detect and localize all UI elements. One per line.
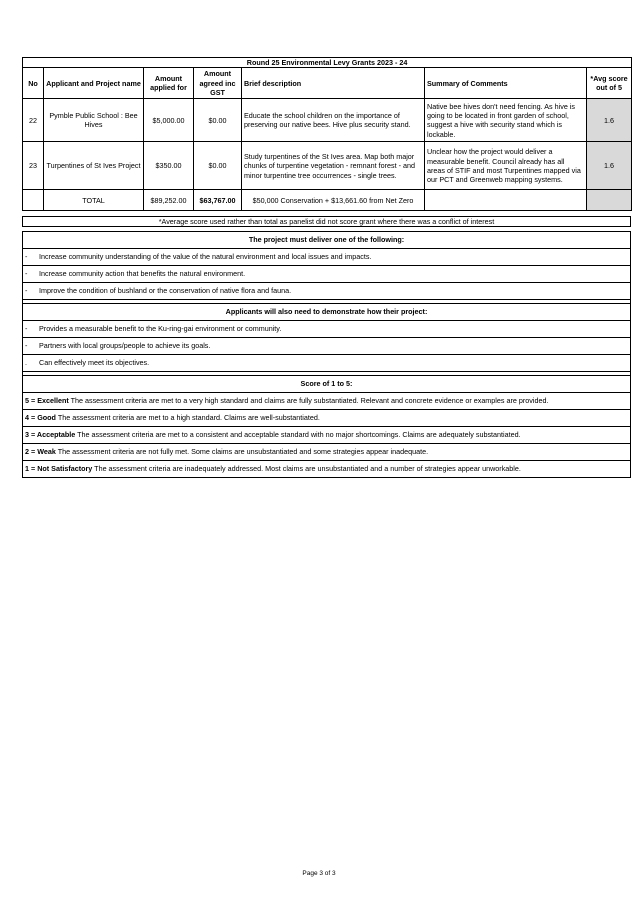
cell-summary: Native bee hives don't need fencing. As hive is going to be located in front garden of school, suggest a hive with security stand which is lockable. <box>425 99 587 142</box>
page-number: Page 3 of 3 <box>302 870 336 877</box>
score-label: 3 = Acceptable <box>25 430 76 440</box>
header-agreed: Amount agreed inc GST <box>194 68 242 99</box>
score-label: 2 = Weak <box>25 447 56 457</box>
cell-score: 1.6 <box>587 142 632 190</box>
table-title: Round 25 Environmental Levy Grants 2023 - 24 <box>23 58 632 68</box>
cell-agreed: $0.00 <box>194 142 242 190</box>
total-applied: $89,252.00 <box>144 190 194 211</box>
total-label: TOTAL <box>44 190 144 211</box>
score-text: The assessment criteria are met to a high standard. Claims are well-substantiated. <box>55 413 320 423</box>
score-row <box>23 444 631 461</box>
table-row <box>23 142 632 190</box>
score-label: 5 = Excellent <box>25 396 69 406</box>
deliver-item: Increase community action that benefits the natural environment. <box>39 269 246 279</box>
score-row <box>23 427 631 444</box>
cell-applied: $5,000.00 <box>144 99 194 142</box>
list-item <box>23 338 631 355</box>
bullet: - <box>25 341 28 351</box>
score-note <box>22 216 631 227</box>
table-row <box>23 99 632 142</box>
demonstrate-item: Partners with local groups/people to achieve its goals. <box>39 341 211 351</box>
score-row <box>23 461 631 478</box>
criteria-table <box>22 231 631 478</box>
grants-table-section <box>22 57 631 211</box>
bullet: . <box>25 358 27 368</box>
deliver-heading: The project must deliver one of the following: <box>23 232 631 249</box>
header-applicant: Applicant and Project name <box>44 68 144 99</box>
demonstrate-item: Can effectively meet its objectives. <box>39 358 150 368</box>
bullet: - <box>25 286 28 296</box>
bullet: - <box>25 252 28 262</box>
total-score-blank <box>587 190 632 211</box>
total-blank <box>23 190 44 211</box>
total-agreed: $63,767.00 <box>194 190 242 211</box>
total-summary-blank <box>425 190 587 211</box>
score-text: The assessment criteria are inadequately addressed. Most claims are unsubstantiated and a number of strategies appear unworkable. <box>92 464 521 474</box>
cell-score: 1.6 <box>587 99 632 142</box>
header-no: No <box>23 68 44 99</box>
cell-brief: Study turpentines of the St Ives area. Map both major chunks of turpentine vegetation - remnant forest - and minor turpentine tree occurrences - single trees. <box>242 142 425 190</box>
demonstrate-heading: Applicants will also need to demonstrate how their project: <box>23 304 631 321</box>
score-text: The assessment criteria are met to a very high standard and claims are fully substantiated. Relevant and concrete evidence or examples are provided. <box>68 396 549 406</box>
cell-no: 22 <box>23 99 44 142</box>
list-item <box>23 355 631 372</box>
cell-applicant: Turpentines of St Ives Project <box>44 142 144 190</box>
cell-applied: $350.00 <box>144 142 194 190</box>
cell-brief: Educate the school children on the importance of preserving our native bees. Hive plus security stand. <box>242 99 425 142</box>
score-row <box>23 393 631 410</box>
deliver-item: Increase community understanding of the value of the natural environment and local issues and impacts. <box>39 252 372 262</box>
score-label: 4 = Good <box>25 413 56 423</box>
header-brief: Brief description <box>242 68 425 99</box>
header-summary: Summary of Comments <box>425 68 587 99</box>
total-row <box>23 190 632 211</box>
note-text: *Average score used rather than total as panelist did not score grant where there was a conflict of interest <box>23 217 631 227</box>
score-text: The assessment criteria are not fully met. Some claims are unsubstantiated and some strategies appear inadequate. <box>55 447 429 457</box>
cell-no: 23 <box>23 142 44 190</box>
cell-summary: Unclear how the project would deliver a measurable benefit. Council already has all areas of STIF and most Turpentines mapped via our PCT and Greenweb mapping systems. <box>425 142 587 190</box>
list-item <box>23 249 631 266</box>
cell-agreed: $0.00 <box>194 99 242 142</box>
header-applied: Amount applied for <box>144 68 194 99</box>
score-row <box>23 410 631 427</box>
bullet: - <box>25 324 28 334</box>
deliver-item: Improve the condition of bushland or the conservation of native flora and fauna. <box>39 286 292 296</box>
score-heading: Score of 1 to 5: <box>23 376 631 393</box>
list-item <box>23 321 631 338</box>
score-text: The assessment criteria are met to a consistent and acceptable standard with no major shortcomings. Claims are adequately substantiated. <box>75 430 521 440</box>
list-item <box>23 266 631 283</box>
bullet: - <box>25 269 28 279</box>
score-label: 1 = Not Satisfactory <box>25 464 93 474</box>
header-score: *Avg score out of 5 <box>587 68 632 99</box>
grants-table <box>22 57 632 211</box>
demonstrate-item: Provides a measurable benefit to the Ku-ring-gai environment or community. <box>39 324 282 334</box>
list-item <box>23 283 631 300</box>
total-brief: $50,000 Conservation + $13,661.60 from Net Zero <box>242 190 425 211</box>
cell-applicant: Pymble Public School : Bee Hives <box>44 99 144 142</box>
